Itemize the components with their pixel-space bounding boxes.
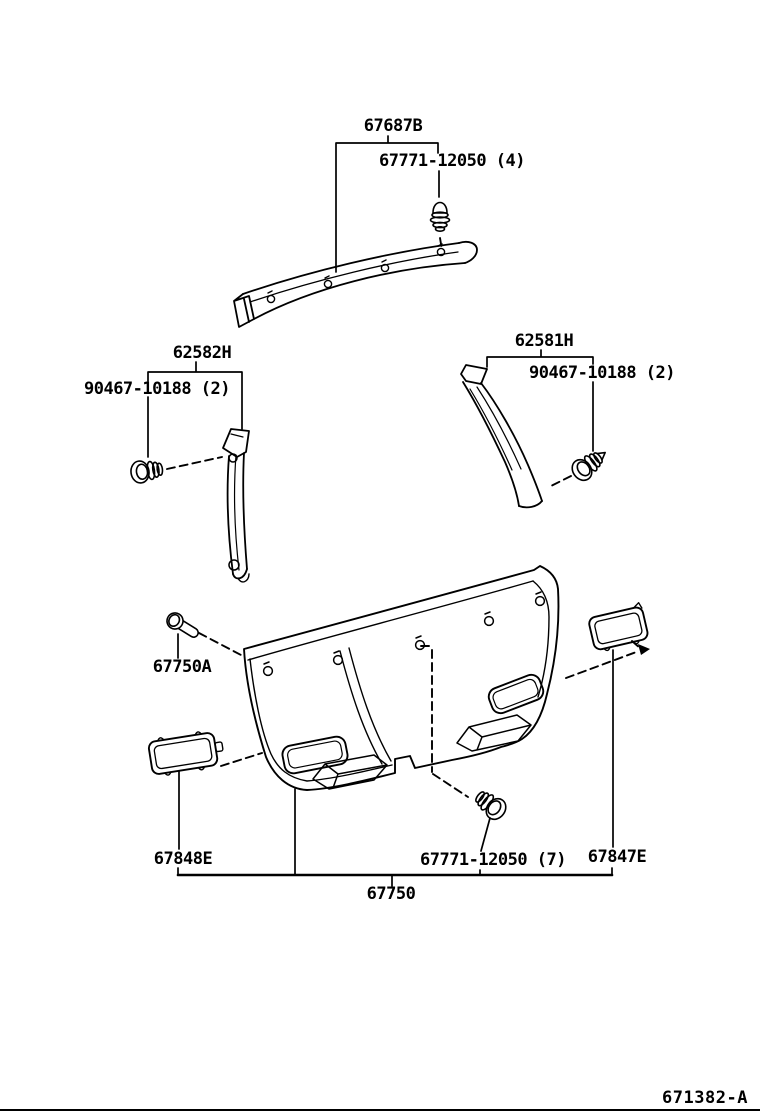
screw-icon	[164, 610, 202, 642]
callout-trim-strip: 67687B	[363, 116, 423, 136]
trim-panel-drawing	[244, 566, 558, 790]
callout-cover-right: 67847E	[587, 847, 647, 867]
callout-grommet-left: 90467-10188 (2)	[83, 379, 231, 399]
pillar-garnish-right-drawing	[461, 365, 542, 507]
dashed-arrowhead	[638, 644, 650, 655]
trim-strip-67687B-drawing	[234, 242, 477, 327]
callout-clip-lower: 67771-12050 (7)	[419, 850, 567, 870]
push-clip-upper-icon	[431, 203, 450, 232]
callout-garnish-left: 62582H	[172, 343, 232, 363]
callout-cover-left: 67848E	[153, 849, 213, 869]
callout-trim-panel: 67750	[366, 884, 416, 904]
callout-garnish-right: 62581H	[514, 331, 574, 351]
callout-screw: 67750A	[152, 657, 212, 677]
grommet-left-icon	[130, 458, 164, 484]
callout-grommet-right: 90467-10188 (2)	[528, 363, 676, 383]
cover-left-drawing	[148, 728, 226, 777]
drawing-number: 671382-A	[662, 1088, 748, 1108]
grommet-right-icon	[568, 444, 612, 484]
pillar-garnish-left-drawing	[223, 429, 249, 582]
page-bottom-rule	[0, 1109, 760, 1111]
callout-clip-upper: 67771-12050 (4)	[378, 151, 526, 171]
panel-clip-holes	[264, 592, 545, 675]
push-clip-lower-icon	[471, 787, 509, 824]
